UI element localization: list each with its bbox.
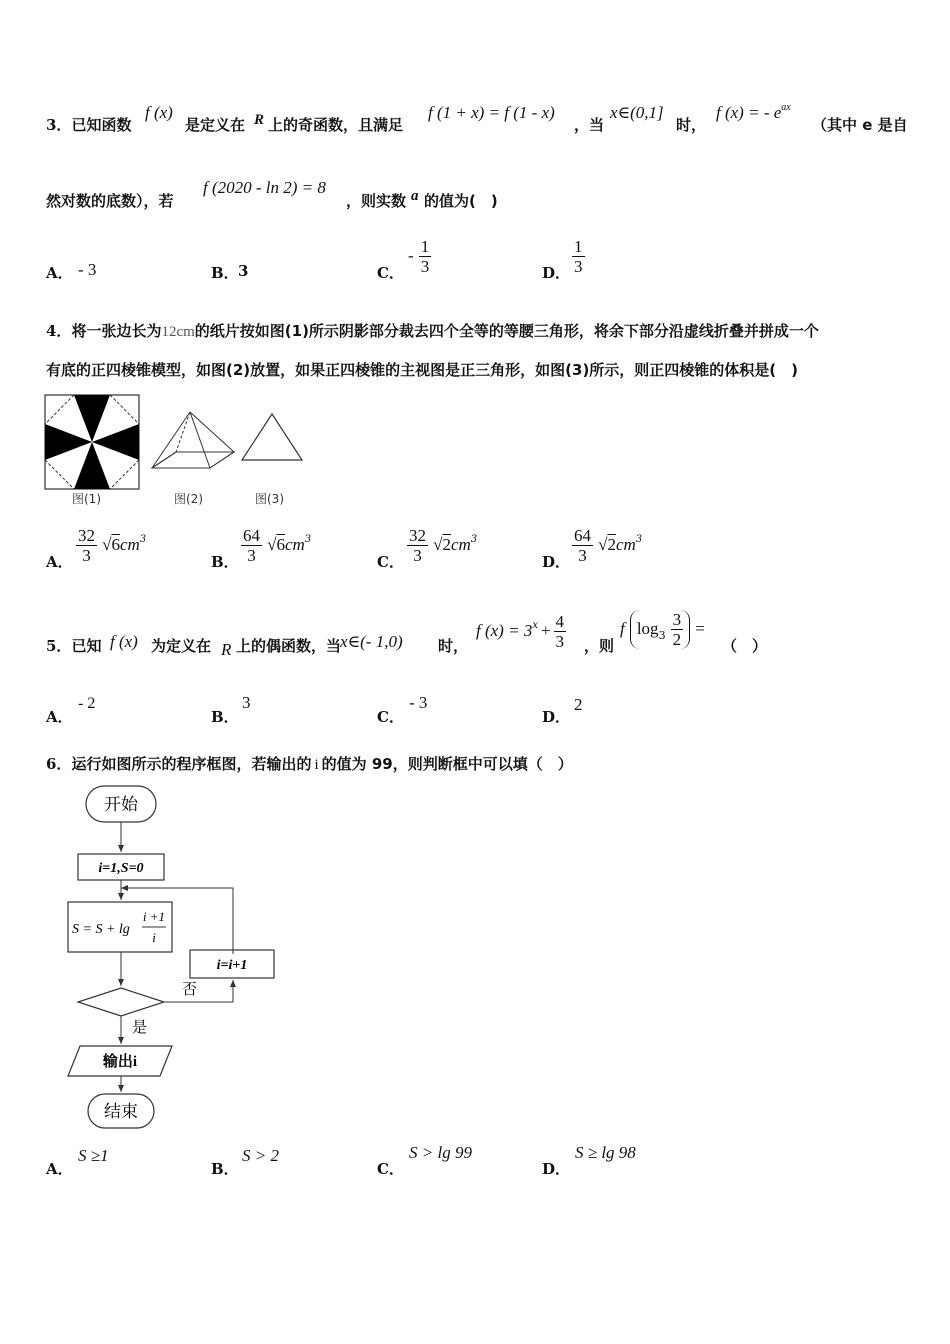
q4-option-c-radicand: 2 <box>442 535 451 554</box>
flow-increment-text: i=i+1 <box>216 958 248 973</box>
q3-number: 3． <box>46 116 72 134</box>
q3-option-d-value <box>572 237 585 276</box>
q4-option-a-radicand: 6 <box>111 535 120 554</box>
q4-option-d-unit: cm <box>615 535 636 554</box>
q3-text: 的值为( ) <box>424 192 498 210</box>
figure-3-label: 图(3) <box>255 492 284 506</box>
q3-option-b-label[interactable]: B． <box>211 264 239 282</box>
q6-option-c-value: S > lg 99 <box>409 1143 472 1162</box>
q5-formula-main: f (x) = 3 <box>476 621 533 640</box>
q3-option-c-num: 1 <box>420 237 430 256</box>
q3-option-b-value: 3 <box>238 262 249 280</box>
figure-1-cut-square <box>44 394 142 492</box>
q4-option-b-den: 3 <box>247 546 256 565</box>
q4-option-c-exp: 3 <box>470 534 478 545</box>
q5-option-a-value: - 2 <box>78 695 96 712</box>
q5-cond: x∈(- 1,0) <box>340 632 403 651</box>
figure-1-label: 图(1) <box>72 492 101 506</box>
q3-eq2 <box>716 103 791 123</box>
q3-option-d-den: 3 <box>574 257 583 276</box>
q6-option-c-label[interactable]: C． <box>377 1160 404 1178</box>
q3-option-c-sign: - <box>408 246 414 265</box>
q3-a: a <box>411 188 419 204</box>
q3-eq2-main: f (x) = - e <box>716 103 782 122</box>
q6-option-b-label[interactable]: B． <box>211 1160 239 1178</box>
q3-option-c-den: 3 <box>420 257 430 276</box>
q3-text: 上的奇函数，且满足 <box>268 116 404 134</box>
q4-length: 12cm <box>161 324 195 340</box>
q4-option-d-label[interactable]: D． <box>542 553 571 571</box>
flow-yes-label: 是 <box>132 1020 148 1036</box>
q4-option-b-value: $\frac{64}{3}$ $√6cm^3$ <box>243 526 312 565</box>
q4-option-a-den: 3 <box>82 546 91 565</box>
q5-option-b-label[interactable]: B． <box>211 708 239 726</box>
q3-text: 时， <box>676 116 707 134</box>
q5-option-c-value: - 3 <box>409 693 428 712</box>
q4-option-d-value: $\frac{64}{3}$ $√2cm^3$ <box>574 526 643 565</box>
q4-option-c-value: $\frac{32}{3}$ $√2cm^3$ <box>409 526 478 565</box>
q5-formula-sup: x <box>532 620 538 631</box>
q5-query-log-base: 3 <box>658 629 666 642</box>
q4-text: 的纸片按如图(1)所示阴影部分裁去四个全等的等腰三角形，将余下部分沿虚线折叠并拼成一个 <box>194 322 819 340</box>
q4-option-c-den: 3 <box>413 546 422 565</box>
q3-option-d-num: 1 <box>574 237 583 256</box>
q4-option-b-exp: 3 <box>304 534 312 545</box>
flow-assign-text: S = S + lg <box>72 922 130 937</box>
q3-eq3: f (2020 - ln 2) = 8 <box>203 178 326 197</box>
q5-option-d-value: 2 <box>574 695 583 714</box>
q6-option-a-value: S ≥1 <box>78 1146 109 1165</box>
q3-eq2-sup: ax <box>781 102 791 113</box>
q4-option-a-label[interactable]: A． <box>46 553 73 571</box>
q4-option-c-unit: cm <box>450 535 471 554</box>
q3-option-c-label[interactable]: C． <box>377 264 404 282</box>
q4-option-d-exp: 3 <box>635 534 643 545</box>
flow-assign-den: i <box>152 930 156 945</box>
q4-option-a-unit: cm <box>119 535 140 554</box>
figure-2-label: 图(2) <box>174 492 203 506</box>
q4-option-d-radicand: 2 <box>607 535 616 554</box>
q5-query-f: f <box>620 619 625 638</box>
q4-option-b-unit: cm <box>284 535 305 554</box>
q5-number: 5． <box>46 637 72 655</box>
q6-line-1 <box>46 753 573 774</box>
q5-formula-den: 3 <box>555 632 565 651</box>
q5-query-den: 2 <box>672 630 682 649</box>
q5-fx: f (x) <box>110 632 138 651</box>
q5-text: ，则 <box>584 637 615 655</box>
q6-text: 运行如图所示的程序框图，若输出的 <box>71 755 312 773</box>
q5-formula-num: 4 <box>555 612 565 631</box>
flow-init-text: i=1,S=0 <box>98 861 144 876</box>
q3-fx: f (x) <box>145 103 173 122</box>
q3-text: 然对数的底数），若 <box>46 192 174 210</box>
q5-text: 已知 <box>71 637 102 655</box>
q5-option-a-label[interactable]: A． <box>46 708 73 726</box>
flow-end-text: 结束 <box>104 1102 138 1121</box>
flow-decision-node <box>78 988 164 1016</box>
q4-option-d-num: 64 <box>574 526 591 545</box>
q4-text: 有底的正四棱锥模型，如图(2)放置，如果正四棱锥的主视图是正三角形，如图(3)所示，则正四棱锥的体积是( ) <box>46 361 799 379</box>
figure-3-triangle <box>240 412 304 464</box>
q6-text: 的值为 99，则判断框中可以填（ ） <box>321 755 573 773</box>
q4-number: 4． <box>46 322 72 340</box>
q6-option-d-label[interactable]: D． <box>542 1160 571 1178</box>
q5-answer-blank: （ ） <box>722 637 768 655</box>
q3-text: ，当 <box>574 116 605 134</box>
flow-output-text: 输出i <box>102 1054 138 1070</box>
q6-number: 6． <box>46 755 72 773</box>
q4-option-a-value: $\frac{32}{3}$ $√6cm^3$ <box>78 526 147 565</box>
q5-formula <box>476 612 566 651</box>
q3-option-c-value <box>408 237 431 276</box>
q5-text: 为定义在 <box>151 637 212 655</box>
q5-formula-plus: + <box>540 621 551 640</box>
q5-option-b-value: 3 <box>242 693 251 712</box>
q4-option-a-num: 32 <box>78 526 95 545</box>
q5-query-log: log <box>636 619 659 638</box>
q4-option-c-num: 32 <box>409 526 426 545</box>
q3-line-1 <box>46 114 131 135</box>
q4-option-b-label[interactable]: B． <box>211 553 239 571</box>
figure-2-pyramid <box>148 408 238 472</box>
q5-option-c-label[interactable]: C． <box>377 708 404 726</box>
q3-text: ，则实数 <box>346 192 407 210</box>
q3-R: R <box>254 112 265 128</box>
q4-option-d-den: 3 <box>578 546 587 565</box>
q4-option-a-exp: 3 <box>139 534 147 545</box>
q3-option-a-value: - 3 <box>78 260 97 279</box>
q6-option-b-value: S > 2 <box>242 1146 279 1165</box>
q3-text: 是定义在 <box>185 116 246 134</box>
q5-query-equals: = <box>695 619 705 638</box>
q4-option-b-num: 64 <box>243 526 260 545</box>
flow-start-text: 开始 <box>104 795 138 814</box>
q5-text: 上的偶函数，当 <box>236 637 342 655</box>
q3-option-d-label[interactable]: D． <box>542 264 571 282</box>
q4-line-1 <box>46 320 819 341</box>
q5-query <box>620 610 705 649</box>
q6-option-d-value: S ≥ lg 98 <box>575 1143 636 1162</box>
q5-query-num: 3 <box>672 610 682 629</box>
flowchart <box>60 782 290 1134</box>
q3-text: 已知函数 <box>71 116 132 134</box>
q6-option-a-label[interactable]: A． <box>46 1160 73 1178</box>
q5-option-d-label[interactable]: D． <box>542 708 571 726</box>
q3-cond: x∈(0,1] <box>610 103 664 122</box>
q3-text: （其中 e 是自 <box>812 116 908 134</box>
q5-R: R <box>221 640 232 659</box>
flow-assign-num: i +1 <box>142 909 166 924</box>
q6-i: i <box>314 757 319 773</box>
q3-option-a-label[interactable]: A． <box>46 264 73 282</box>
q4-option-b-radicand: 6 <box>276 535 285 554</box>
q3-eq1: f (1 + x) = f (1 - x) <box>428 103 555 122</box>
q5-text: 时， <box>438 637 469 655</box>
q5-line-1 <box>46 635 101 656</box>
q4-text: 将一张边长为 <box>71 322 162 340</box>
q4-option-c-label[interactable]: C． <box>377 553 404 571</box>
flow-no-label: 否 <box>182 982 198 998</box>
